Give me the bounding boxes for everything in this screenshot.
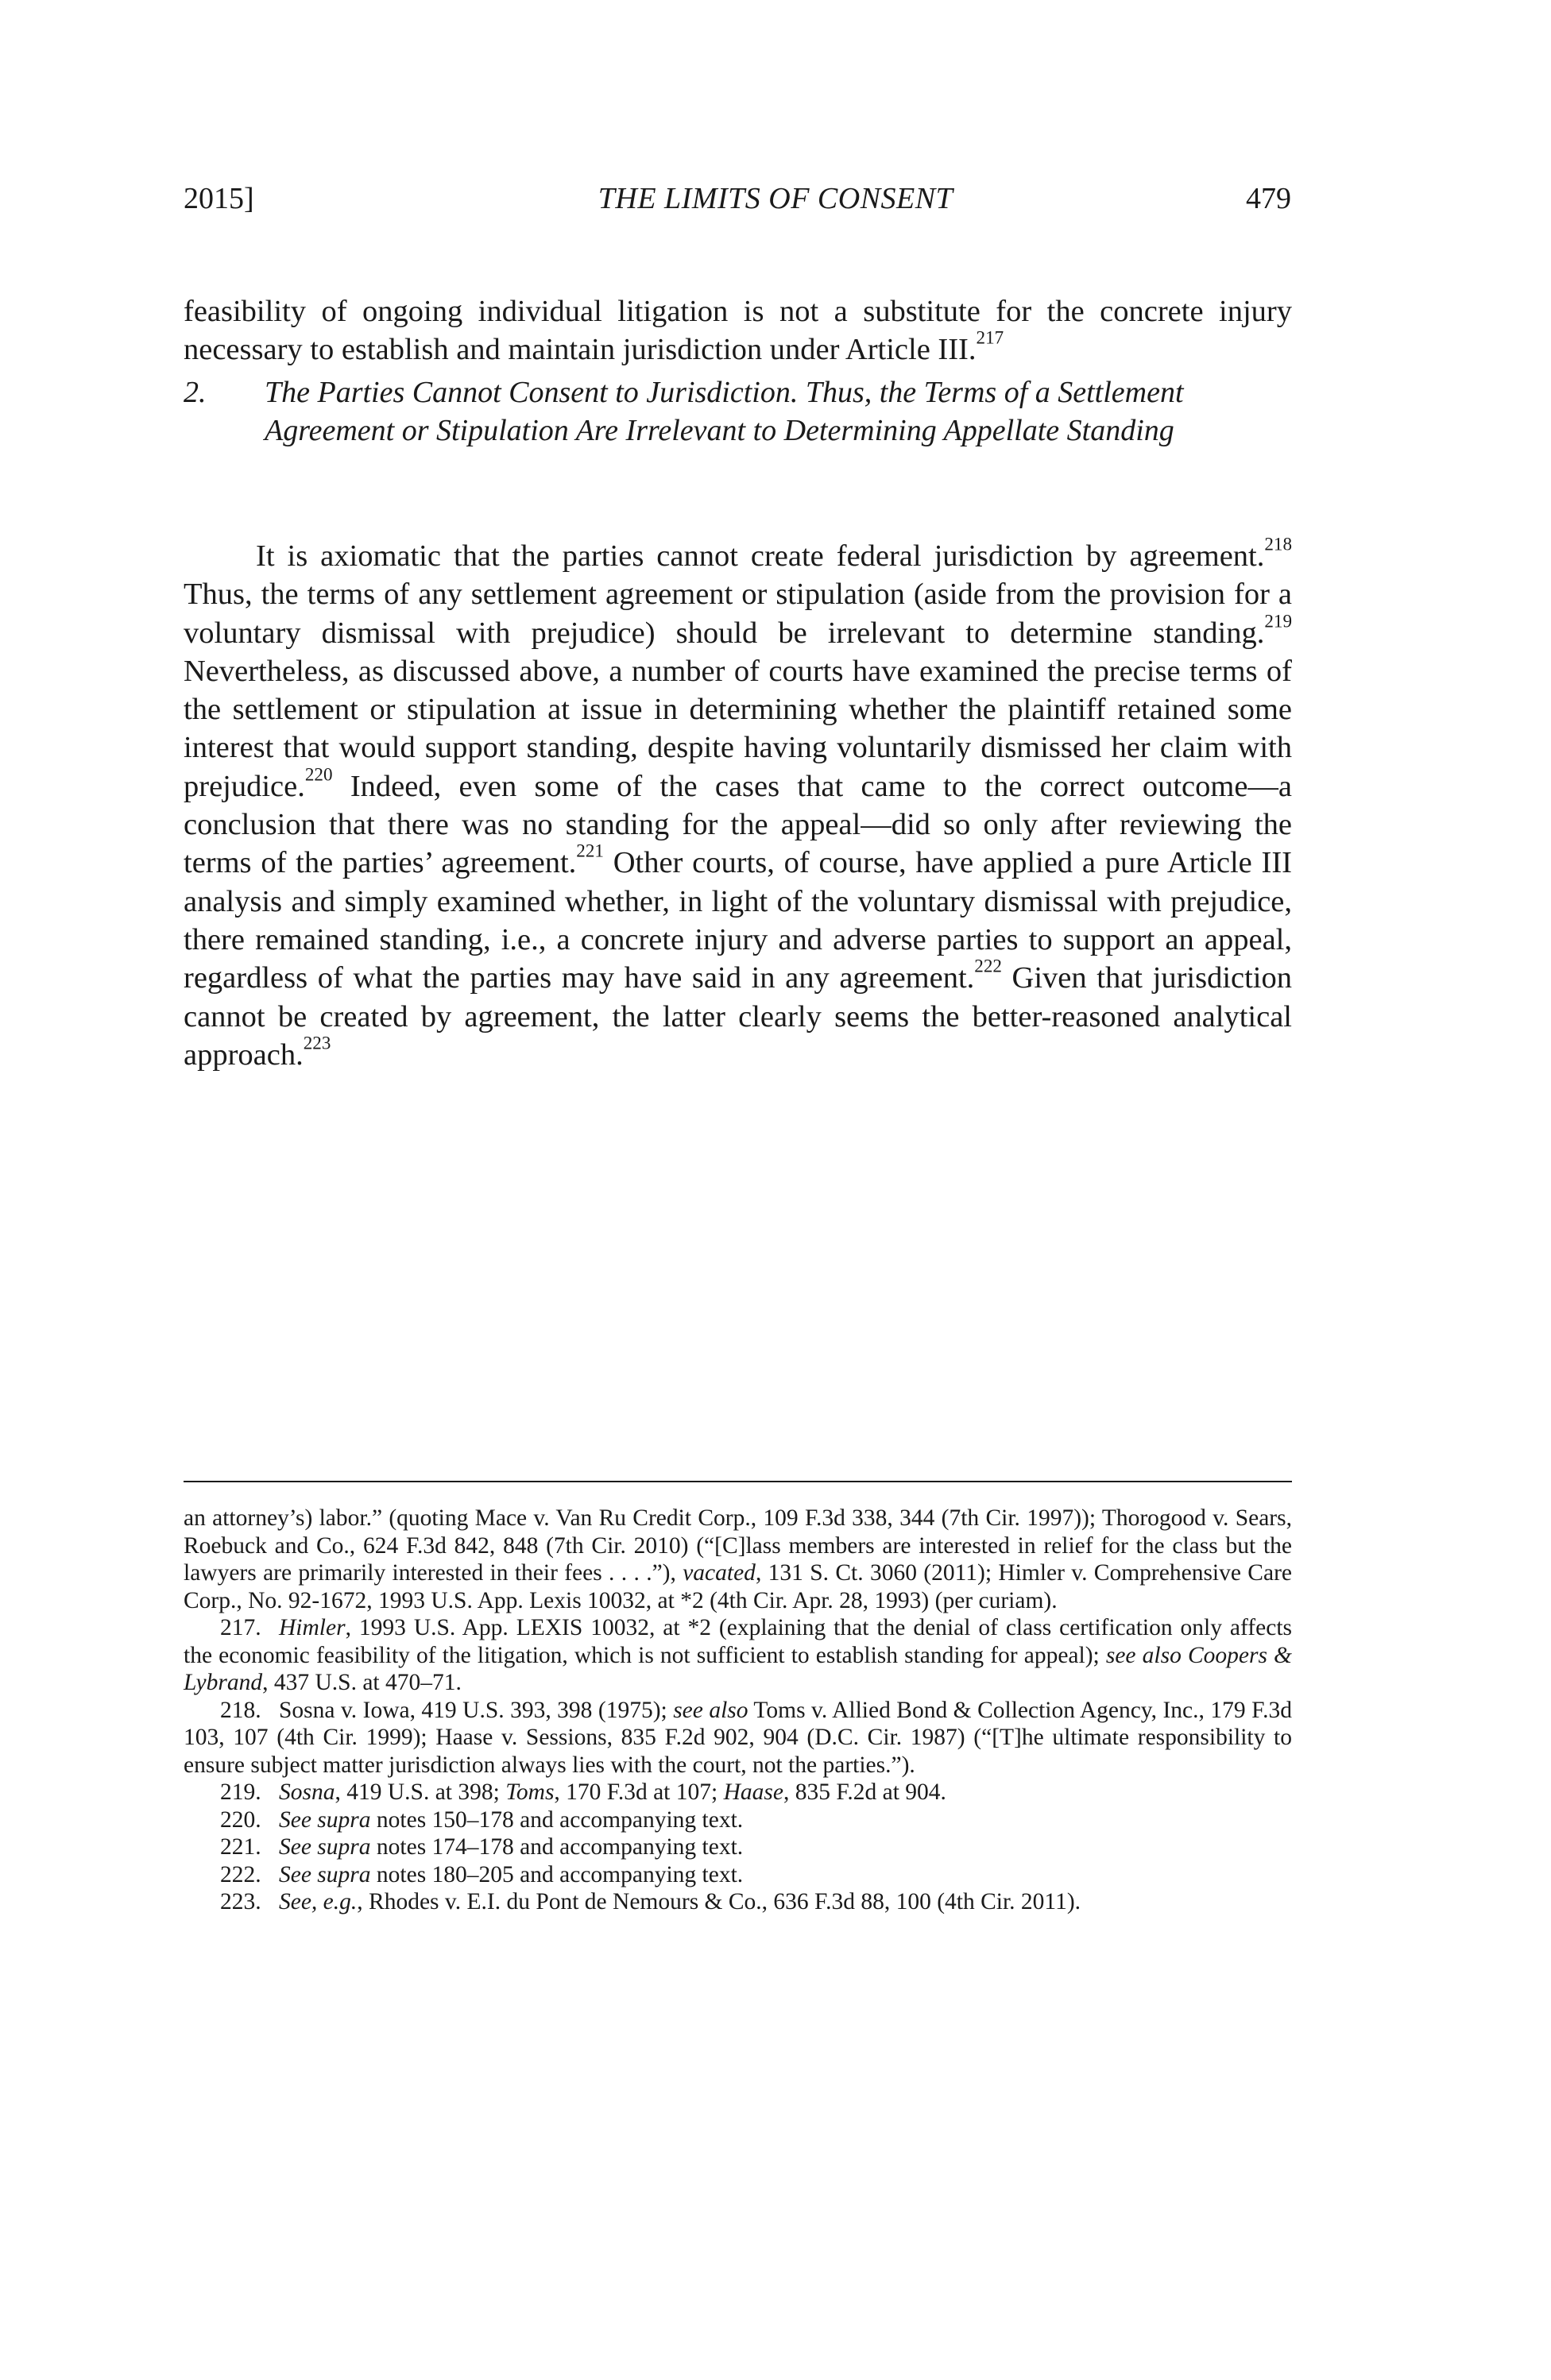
page-number: 479 bbox=[1246, 182, 1291, 215]
continuation-text: feasibility of ongoing individual litigation is not a substitute for the concrete injury necessary to establish and maintain jurisdiction under Article III. bbox=[184, 295, 1292, 367]
footnote-ref-222[interactable]: 222 bbox=[974, 955, 1002, 976]
footnote-number: 218. bbox=[220, 1697, 261, 1723]
header-title: THE LIMITS OF CONSENT bbox=[598, 182, 953, 215]
footnote-number: 217. bbox=[220, 1615, 261, 1640]
footnote-number: 221. bbox=[220, 1834, 261, 1860]
sentence: Given that jurisdiction cannot be created by agreement, the latter clearly seems the better-reasoned analytical approach. bbox=[184, 961, 1292, 1072]
header-year: 2015] bbox=[184, 182, 254, 215]
main-paragraph bbox=[184, 533, 1292, 1074]
footnote-ref-217[interactable]: 217 bbox=[976, 326, 1004, 348]
sentence: Thus, the terms of any settlement agreement or stipulation (aside from the provision for a voluntary dismissal with prejudice) should be irrelevant to determine standing. bbox=[184, 578, 1292, 650]
footnote-ref-218[interactable]: 218 bbox=[1264, 533, 1292, 554]
sentence: It is axiomatic that the parties cannot create federal jurisdiction by agreement. bbox=[256, 539, 1265, 573]
footnote-ref-223[interactable]: 223 bbox=[303, 1032, 331, 1053]
footnote-ref-221[interactable]: 221 bbox=[576, 840, 604, 861]
section-heading bbox=[184, 373, 1292, 450]
sentence: Indeed, even some of the cases that came to the correct outcome—a conclusion that there was no standing for the appeal—did so only after reviewing the terms of the parties’ agreement. bbox=[184, 769, 1292, 880]
footnote-ref-219[interactable]: 219 bbox=[1264, 609, 1292, 631]
footnote-217: 217. Himler, 1993 U.S. App. LEXIS 10032, at *2 (explaining that the denial of class certification only affects the economic feasibility of the litigation, which is not sufficient to establish standing for appeal); see also Coopers & Lybrand, 437 U.S. at 470–71. bbox=[184, 1615, 1292, 1695]
section-title: The Parties Cannot Consent to Jurisdiction. Thus, the Terms of a Settlement Agreement or Stipulation Are Irrelevant to Determining Appellate Standing bbox=[265, 376, 1184, 447]
footnote-218: 218. Sosna v. Iowa, 419 U.S. 393, 398 (1975); see also Toms v. Allied Bond & Collection Agency, Inc., 179 F.3d 103, 107 (4th Cir. 1999); Haase v. Sessions, 835 F.2d 902, 904 (D.C. Cir. 1987) (“[T]he ultimate responsibility to ensure subject matter jurisdiction always lies with the court, not the parties.”). bbox=[184, 1697, 1292, 1778]
footnote-number: 219. bbox=[220, 1779, 261, 1805]
footnote-number: 222. bbox=[220, 1861, 261, 1887]
footnote-divider bbox=[184, 1481, 1292, 1482]
footnote-number: 223. bbox=[220, 1889, 261, 1914]
footnote-219: 219. Sosna, 419 U.S. at 398; Toms, 170 F.3d at 107; Haase, 835 F.2d at 904. bbox=[220, 1779, 946, 1805]
sentence: Nevertheless, as discussed above, a number of courts have examined the precise terms of the settlement or stipulation at issue in determining whether the plaintiff retained some interest that would support standing, despite having voluntarily dismissed her claim with prejudice. bbox=[184, 654, 1292, 803]
footnote-number: 220. bbox=[220, 1806, 261, 1833]
footnote-221: 221. See supra notes 174–178 and accompanying text. bbox=[220, 1834, 744, 1860]
footnote-220: 220. See supra notes 150–178 and accompanying text. bbox=[220, 1806, 744, 1833]
footnote-continued: an attorney’s) labor.” (quoting Mace v. Van Ru Credit Corp., 109 F.3d 338, 344 (7th Cir. 1997)); Thorogood v. Sears, Roebuck and Co., 624 F.3d 842, 848 (7th Cir. 2010) (“[C]lass members are interested in relief for the class but the lawyers are primarily interested in their fees . . . .”), vacated, 131 S. Ct. 3060 (2011); Himler v. Comprehensive Care Corp., No. 92-1672, 1993 U.S. App. Lexis 10032, at *2 (4th Cir. Apr. 28, 1993) (per curiam). bbox=[184, 1505, 1292, 1613]
section-number: 2. bbox=[184, 376, 207, 409]
sentence: Other courts, of course, have applied a pure Article III analysis and simply examined whether, in light of the voluntary dismissal with prejudice, there remained standing, i.e., a concrete injury and adverse parties to support an appeal, regardless of what the parties may have said in any agreement. bbox=[184, 846, 1292, 995]
footnotes bbox=[184, 1505, 1292, 1916]
footnote-ref-220[interactable]: 220 bbox=[304, 763, 333, 785]
continuation-paragraph bbox=[184, 292, 1292, 369]
footnote-223: 223. See, e.g., Rhodes v. E.I. du Pont de Nemours & Co., 636 F.3d 88, 100 (4th Cir. 2011). bbox=[220, 1889, 1081, 1914]
footnote-222: 222. See supra notes 180–205 and accompanying text. bbox=[220, 1861, 744, 1887]
running-header bbox=[0, 181, 1551, 229]
